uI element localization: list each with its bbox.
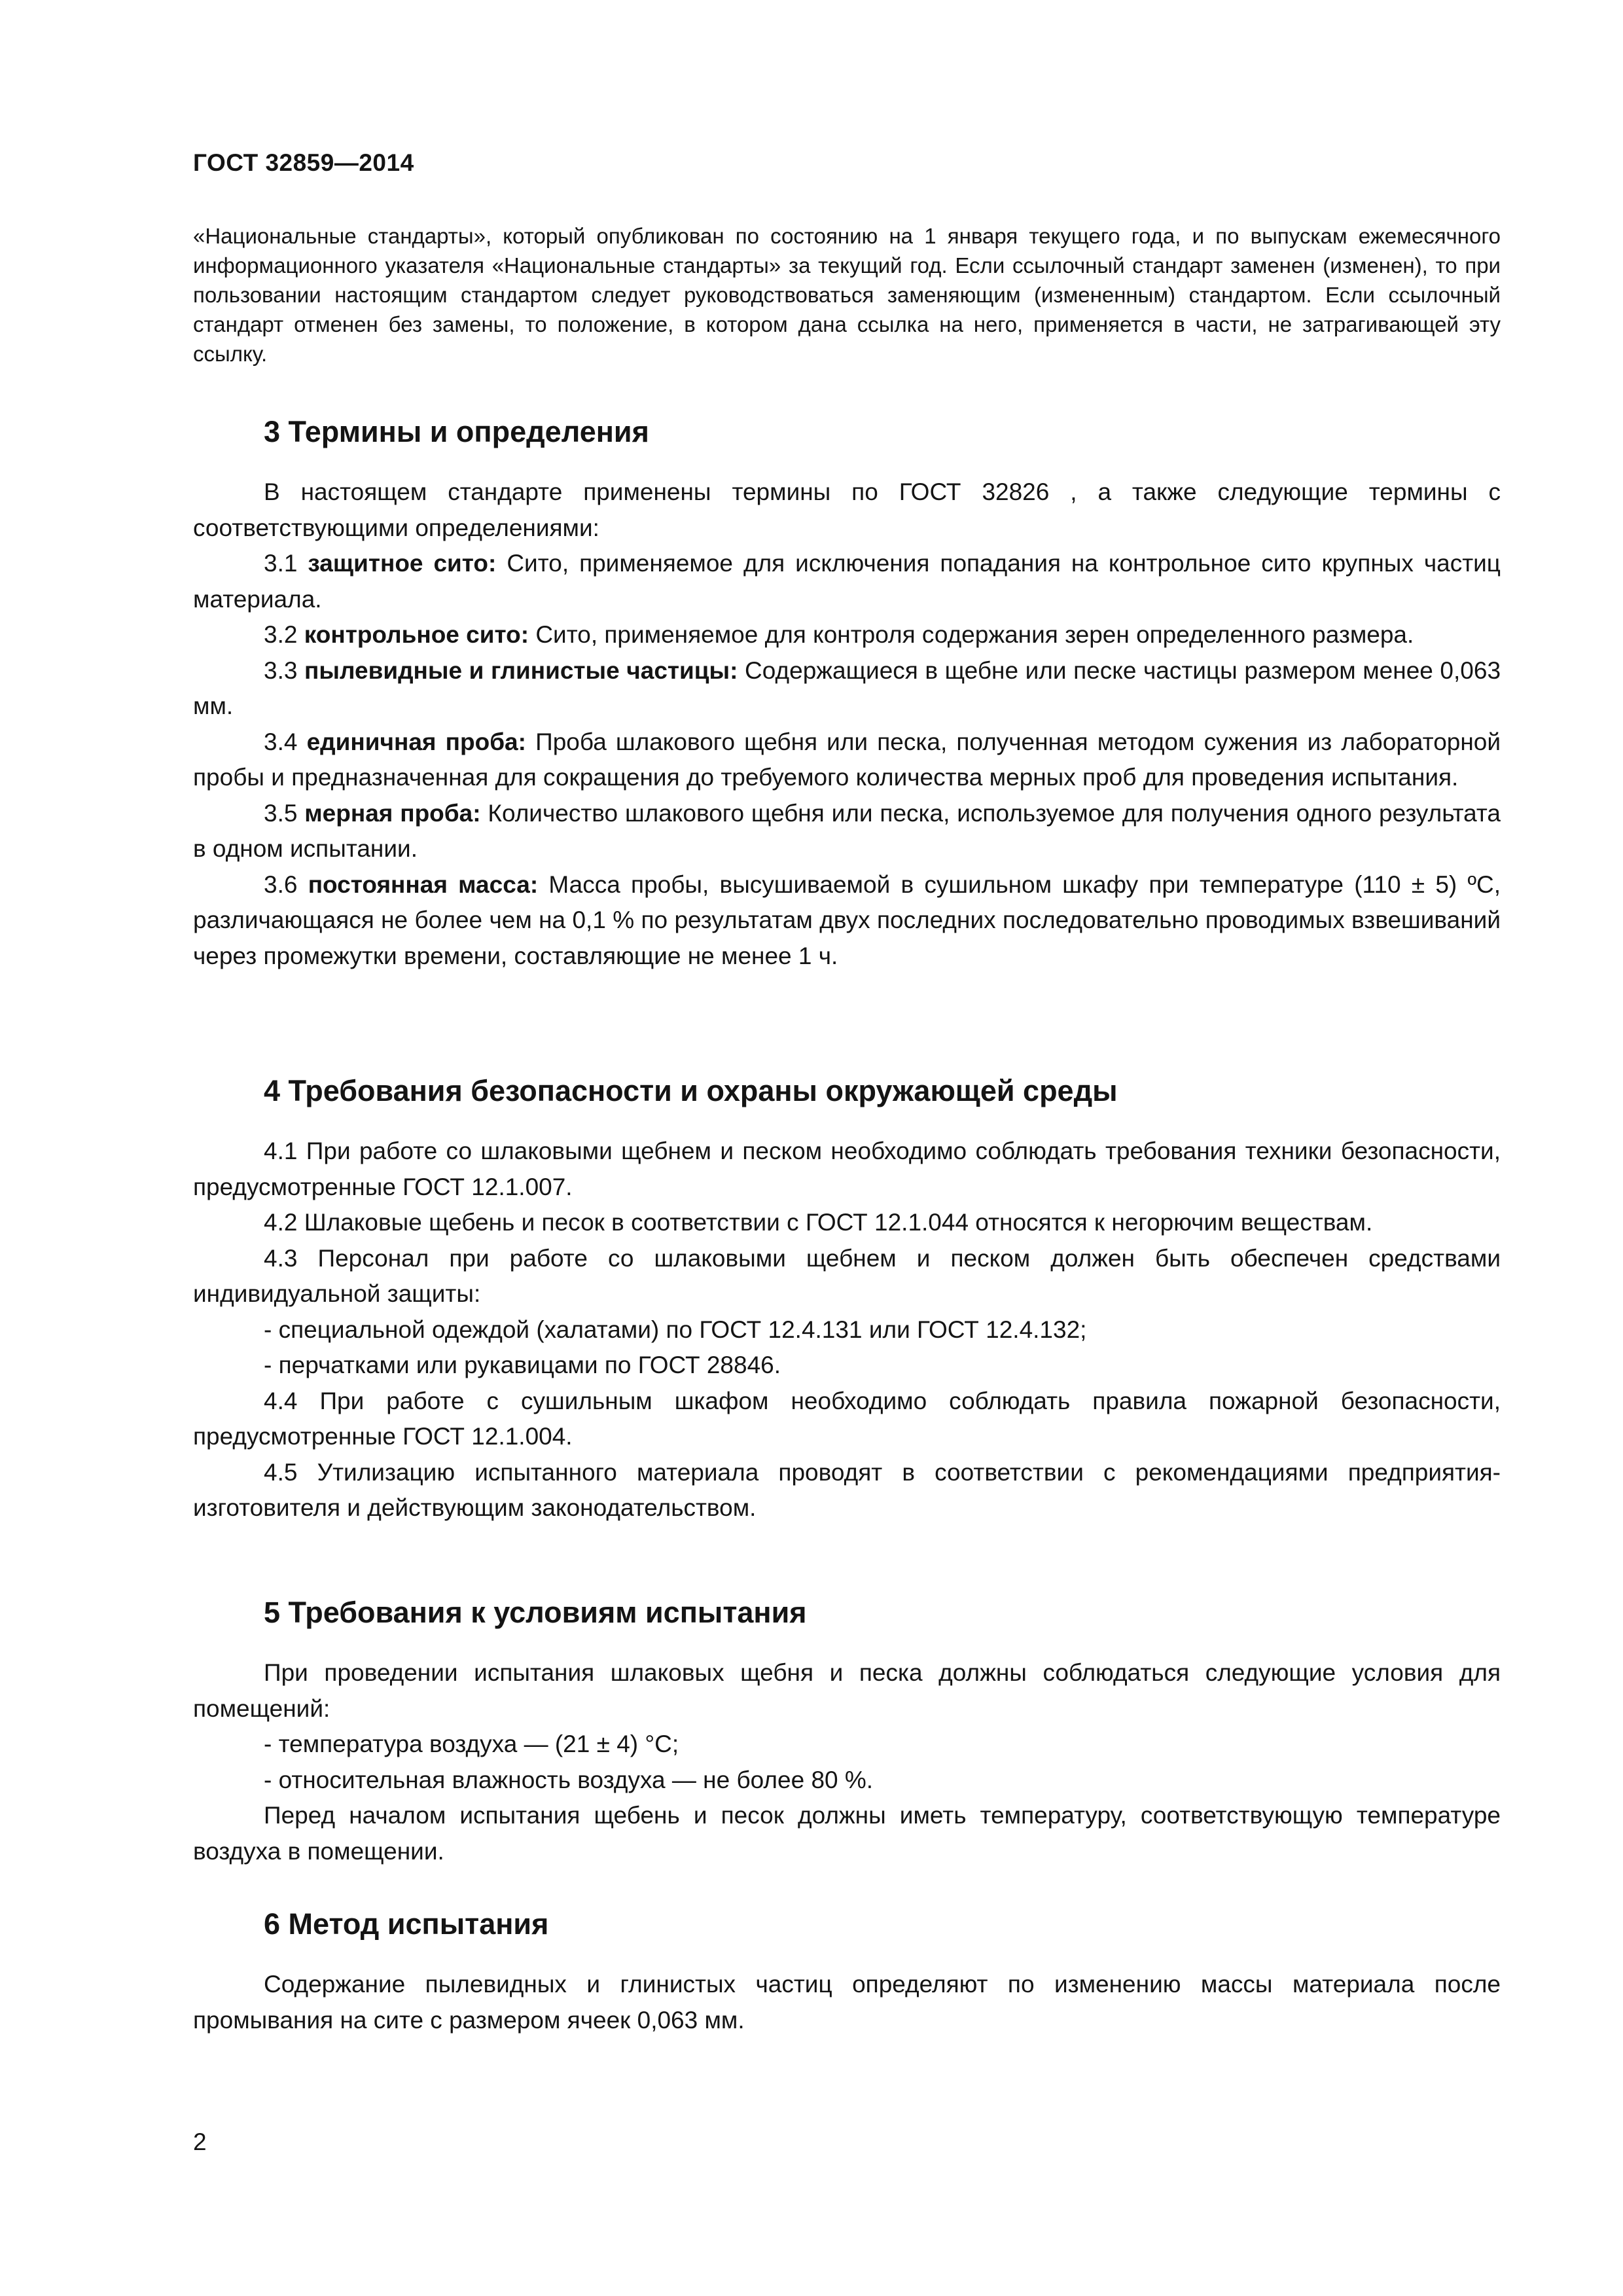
term-text: Количество шлакового щебня или песка, используемое для получения одного результата в одном испытании. [193, 799, 1501, 862]
clause-paragraph: Содержание пылевидных и глинистых частиц определяют по изменению массы материала после промывания на сите с размером ячеек 0,063 мм. [193, 1971, 1501, 2034]
term-number: 3.5 [264, 799, 298, 827]
term-definition [193, 725, 1501, 796]
clause-paragraph: Перед началом испытания щебень и песок должны иметь температуру, соответствующую температуре воздуха в помещении. [193, 1802, 1501, 1865]
term-name: мерная проба: [304, 799, 481, 827]
term-number: 3.1 [264, 550, 298, 577]
section-body-safety [193, 1134, 1501, 1526]
term-text: Сито, применяемое для исключения попадания на контрольное сито крупных частиц материала. [193, 550, 1501, 613]
term-name: пылевидные и глинистые частицы: [304, 656, 738, 684]
term-text: Масса пробы, высушиваемой в сушильном шкафу при температуре (110 ± 5) ºС, различающаяся не более чем на 0,1 % по результатам двух последних последовательно проводимых взвешиваний через промежутки времени, составляющие не менее 1 ч. [193, 870, 1501, 969]
list-item: - специальной одеждой (халатами) по ГОСТ 12.4.131 или ГОСТ 12.4.132; [264, 1316, 1087, 1343]
term-definition [193, 653, 1501, 725]
clause-paragraph: 4.5 Утилизацию испытанного материала проводят в соответствии с рекомендациями предприятия-изготовителя и действующим законодательством. [193, 1458, 1501, 1521]
term-definition [193, 617, 1501, 653]
section-test-conditions [193, 1594, 1501, 1869]
term-text: Проба шлакового щебня или песка, полученная методом сужения из лабораторной пробы и предназначенная для сокращения до требуемого количества мерных проб для проведения испытания. [193, 728, 1501, 791]
term-name: защитное сито: [308, 550, 497, 577]
clause-paragraph: 4.4 При работе с сушильным шкафом необходимо соблюдать правила пожарной безопасности, предусмотренные ГОСТ 12.1.004. [193, 1387, 1501, 1450]
section-title-safety: 4 Требования безопасности и охраны окружающей среды [264, 1074, 1118, 1107]
term-number: 3.6 [264, 870, 298, 898]
section-body-test-conditions [193, 1655, 1501, 1869]
section-body-test-method [193, 1967, 1501, 2038]
clause-paragraph: 4.2 Шлаковые щебень и песок в соответствии с ГОСТ 12.1.044 относятся к негорючим веществам. [264, 1209, 1373, 1236]
term-number: 3.4 [264, 728, 298, 755]
list-item: - перчатками или рукавицами по ГОСТ 28846. [264, 1352, 781, 1378]
section-terms [193, 414, 1501, 974]
page-number: 2 [193, 2128, 207, 2155]
term-name: контрольное сито: [304, 621, 529, 648]
list-item: - относительная влажность воздуха — не более 80 %. [264, 1766, 874, 1793]
section-title-terms: 3 Термины и определения [264, 415, 649, 448]
standard-header: ГОСТ 32859—2014 [193, 149, 414, 176]
section-title-test-conditions: 5 Требования к условиям испытания [264, 1596, 807, 1629]
clause-paragraph: 4.1 При работе со шлаковыми щебнем и песком необходимо соблюдать требования техники безопасности, предусмотренные ГОСТ 12.1.007. [193, 1138, 1501, 1200]
term-number: 3.2 [264, 621, 298, 648]
term-definition [193, 796, 1501, 867]
term-text: Сито, применяемое для контроля содержания зерен определенного размера. [535, 621, 1414, 648]
intro-paragraph: «Национальные стандарты», который опубликован по состоянию на 1 января текущего года, и по выпускам ежемесячного информационного указателя «Национальные стандарты» за текущий год. Если ссылочный стандарт заменен (изменен), то при пользовании настоящим стандартом следует руководствоваться заменяющим (измененным) стандартом. Если ссылочный стандарт отменен без замены, то положение, в котором дана ссылка на него, применяется в части, не затрагивающей эту ссылку. [193, 224, 1501, 366]
term-definition [193, 867, 1501, 975]
section-test-method [193, 1906, 1501, 2038]
terms-intro-paragraph: В настоящем стандарте применены термины по ГОСТ 32826 , а также следующие термины с соответствующими определениями: [193, 478, 1501, 541]
section-title-test-method: 6 Метод испытания [264, 1907, 549, 1941]
clause-paragraph: При проведении испытания шлаковых щебня и песка должны соблюдаться следующие условия для помещений: [193, 1659, 1501, 1722]
section-safety [193, 1073, 1501, 1526]
term-name: постоянная масса: [308, 870, 539, 898]
term-definition [193, 546, 1501, 617]
clause-paragraph: 4.3 Персонал при работе со шлаковыми щебнем и песком должен быть обеспечен средствами индивидуальной защиты: [193, 1244, 1501, 1307]
term-name: единичная проба: [306, 728, 526, 755]
list-item: - температура воздуха — (21 ± 4) °С; [264, 1731, 679, 1757]
section-body-terms [193, 475, 1501, 974]
term-text: Содержащиеся в щебне или песке частицы размером менее 0,063 мм. [193, 656, 1501, 719]
term-number: 3.3 [264, 656, 298, 684]
